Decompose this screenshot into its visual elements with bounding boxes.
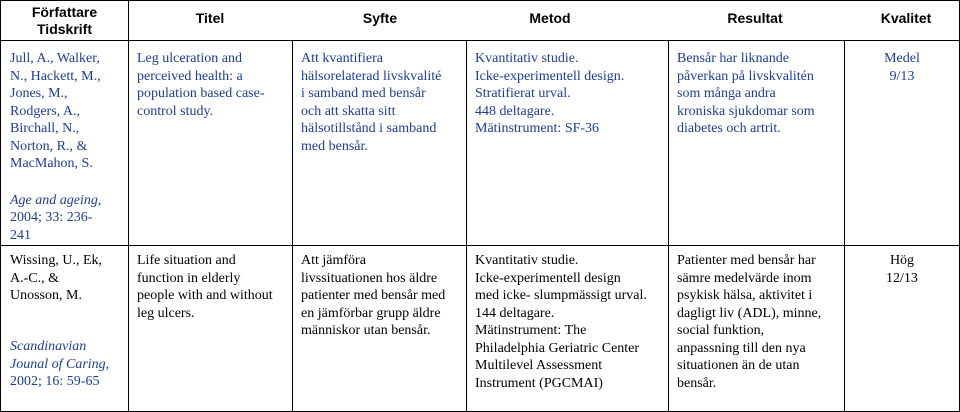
row2-journal-detail: 2002; 16: 59-65 [10, 374, 100, 389]
col-line-1 [128, 0, 129, 412]
table-border-top [0, 0, 960, 1]
col-line-0 [0, 0, 1, 412]
header-purpose: Syfte [362, 10, 398, 26]
row2-result: Patienter med bensår har sämre medelvärde inom psykisk hälsa, aktivitet i dagligt liv (ADL), minne, social funktion, anpassning till den nya situationen än de utan bensår. [677, 253, 822, 391]
row1-quality: Medel 9/13 [884, 51, 920, 84]
row1-method: Kvantitativ studie. Icke-experimentell design. Stratifierat urval. 448 deltagare. Mätinstrument: SF-36 [475, 51, 625, 136]
row2-purpose: Att jämföra livssituationen hos äldre patienter med bensår med en jämförbar grupp äldre människor utan bensår. [301, 253, 446, 338]
header-title: Titel [195, 10, 225, 26]
header-quality: Kvalitet [880, 10, 932, 26]
row1-title: Leg ulceration and perceived health: a population based case- control study. [137, 51, 265, 119]
row2-journal: Scandinavian Jounal of Caring, [10, 339, 110, 372]
header-divider [0, 40, 960, 41]
row1-result: Bensår har liknande påverkan på livskvalitén som många andra kroniska sjukdomar som diabetes och artrit. [677, 51, 815, 136]
row-divider [0, 245, 960, 246]
col-line-4 [668, 40, 669, 412]
row1-purpose: Att kvantifiera hälsorelaterad livskvalité i samband med bensår och att skatta sitt hälsotillstånd i samband med bensår. [301, 51, 442, 154]
row1-journal-detail: 2004; 33: 236- 241 [10, 210, 93, 243]
row1-authors: Jull, A., Walker, N., Hackett, M., Jones, M., Rodgers, A., Birchall, N., Norton, R., & MacMahon, S. [10, 51, 101, 171]
header-author-journal: Författare Tidskrift [31, 4, 98, 37]
header-method: Metod [529, 10, 571, 26]
row2-title: Life situation and function in elderly people with and without leg ulcers. [137, 253, 273, 321]
col-line-2 [292, 40, 293, 412]
col-line-3 [466, 40, 467, 412]
row1-journal: Age and ageing, [10, 193, 102, 208]
header-result: Resultat [727, 10, 783, 26]
row2-authors: Wissing, U., Ek, A.-C., & Unosson, M. [10, 253, 102, 303]
row2-quality: Hög 12/13 [886, 253, 918, 286]
col-line-5 [844, 40, 845, 412]
row2-method: Kvantitativ studie. Icke-experimentell design med icke- slumpmässigt urval. 144 deltagare. Mätinstrument: The Philadelphia Geriatric Center Multilevel Assessment Instrument (PGCMAI) [475, 253, 647, 391]
